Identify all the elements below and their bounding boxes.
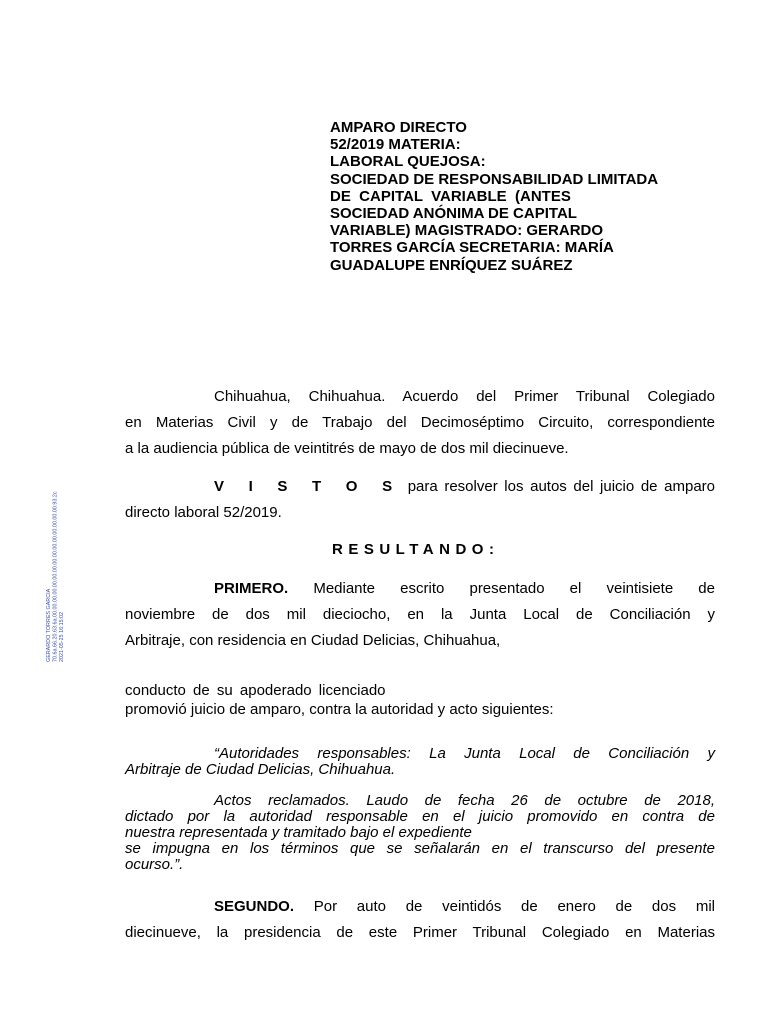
section-title: RESULTANDO:	[332, 541, 500, 558]
quote-line: ocurso.”.	[125, 856, 184, 873]
header-line: LABORAL QUEJOSA:	[330, 153, 486, 171]
quote-line: dictado por la autoridad responsable en el juicio promovido en contra de	[125, 808, 715, 825]
electronic-signature-stamp	[46, 491, 70, 662]
primero-label: PRIMERO.	[214, 580, 289, 597]
primero-text: Mediante escrito presentado el veintisiete de	[288, 580, 715, 597]
header-line: VARIABLE) MAGISTRADO: GERARDO	[330, 222, 604, 240]
primero-line	[125, 576, 715, 602]
primero-line: noviembre de dos mil dieciocho, en la Junta Local de Conciliación y	[125, 606, 715, 623]
quote-open-mark: “	[214, 745, 219, 762]
vistos-line: directo laboral 52/2019.	[125, 504, 282, 521]
header-line: TORRES GARCÍA SECRETARIA: MARÍA	[330, 239, 614, 257]
intro-line: a la audiencia pública de veintitrés de mayo de dos mil diecinueve.	[125, 440, 569, 457]
header-line: SOCIEDAD ANÓNIMA DE CAPITAL	[330, 205, 577, 223]
stamp-hash: 70.6a.66.20.63.6a.00.00.00.00.00.00.00.00.00.00.00.00.00.00.00.93.2c	[52, 491, 59, 662]
primero-continuation	[125, 682, 715, 718]
vistos-paragraph	[125, 474, 715, 526]
header-line: DE CAPITAL VARIABLE (ANTES	[330, 187, 571, 205]
segundo-label: SEGUNDO.	[214, 898, 295, 915]
quote-acts	[125, 793, 715, 873]
quote-text: : La Junta Local de Conciliación y	[406, 745, 715, 762]
segundo-line: diecinueve, la presidencia de este Primer Tribunal Colegiado en Materias	[125, 924, 715, 941]
quote-line: nuestra representada y tramitado bajo el expediente	[125, 824, 472, 841]
header-line: AMPARO DIRECTO	[330, 119, 467, 136]
stamp-signer: GERARDO TORRES GARCIA	[46, 588, 52, 662]
segundo-paragraph	[125, 894, 715, 946]
vistos-text: para resolver los autos del juicio de amparo	[401, 478, 715, 495]
primero-line: promovió juicio de amparo, contra la autoridad y acto siguientes:	[125, 701, 554, 718]
segundo-line	[125, 894, 715, 920]
stamp-timestamp: 2021-05-25 16:15:02	[58, 611, 65, 662]
header-line: GUADALUPE ENRÍQUEZ SUÁREZ	[330, 256, 573, 274]
intro-line: Chihuahua, Chihuahua. Acuerdo del Primer Tribunal Colegiado	[214, 388, 715, 405]
quote-line: se impugna en los términos que se señalarán en el transcurso del presente	[125, 840, 715, 857]
quote-label: Autoridades responsables	[219, 745, 407, 762]
quote-line: Actos reclamados. Laudo de fecha 26 de octubre de 2018,	[214, 792, 715, 809]
quote-line: Arbitraje de Ciudad Delicias, Chihuahua.	[125, 761, 396, 778]
intro-paragraph	[125, 384, 715, 462]
segundo-text: Por auto de veintidós de enero de dos mil	[294, 898, 715, 915]
header-line: SOCIEDAD DE RESPONSABILIDAD LIMITADA	[330, 170, 659, 188]
vistos-label: V I S T O S	[214, 478, 402, 495]
vistos-line	[125, 474, 715, 500]
primero-paragraph	[125, 576, 715, 654]
primero-line: conducto de su apoderado licenciado	[125, 682, 386, 699]
quote-line	[125, 746, 715, 762]
header-line: 52/2019 MATERIA:	[330, 136, 461, 154]
quote-authorities	[125, 746, 715, 778]
intro-line: en Materias Civil y de Trabajo del Decimoséptimo Circuito, correspondiente	[125, 414, 715, 431]
case-header	[330, 119, 730, 274]
primero-line: Arbitraje, con residencia en Ciudad Delicias, Chihuahua,	[125, 632, 501, 649]
